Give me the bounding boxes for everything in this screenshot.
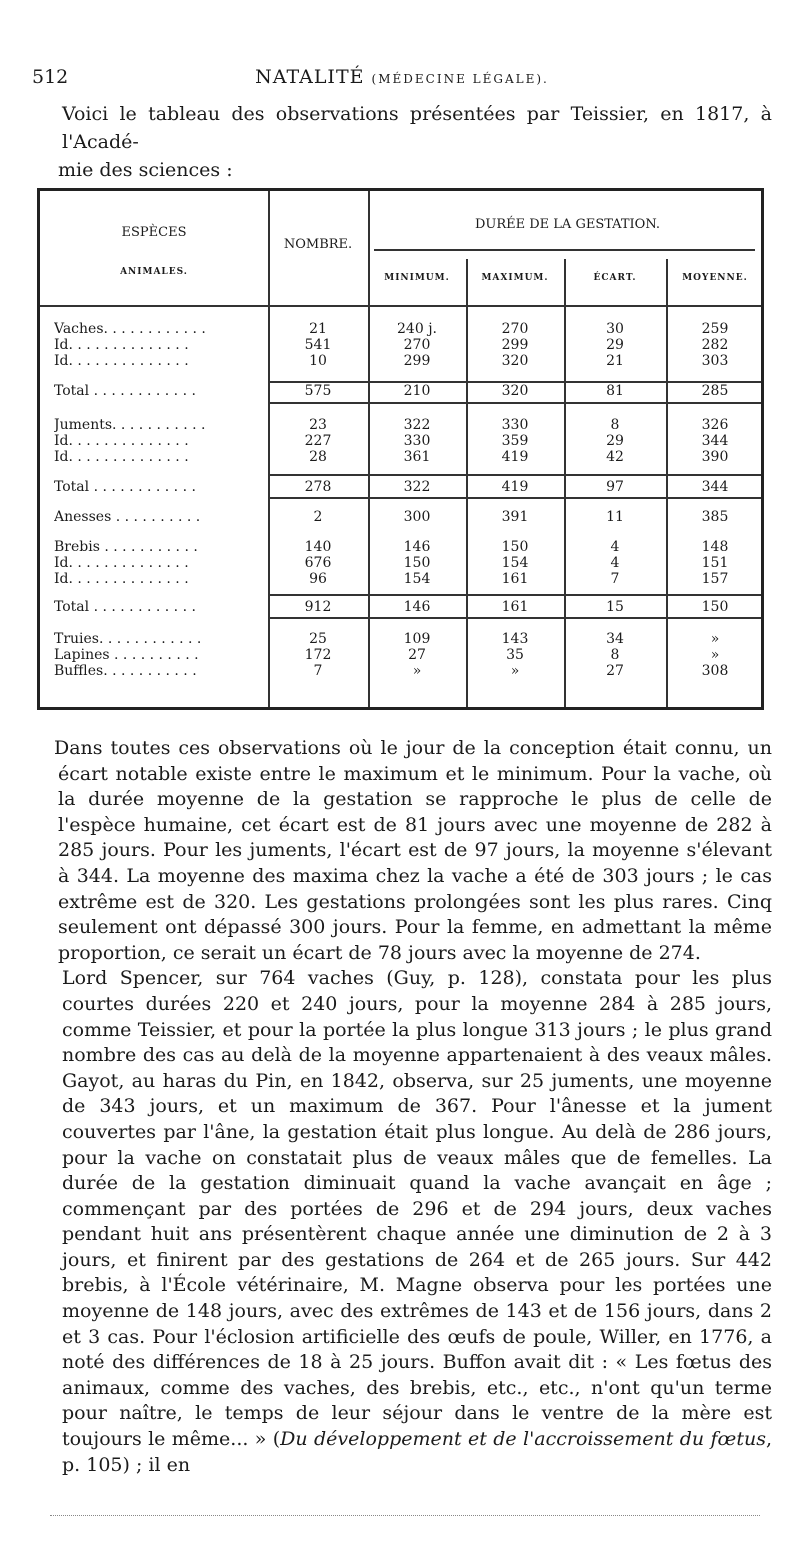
cell-maximum: 154 bbox=[501, 555, 529, 571]
cell-maximum: 35 bbox=[506, 647, 524, 663]
cell-moyenne: 150 bbox=[701, 599, 729, 615]
cell-nombre: 23 bbox=[309, 417, 327, 433]
running-title-sub: (MÉDECINE LÉGALE). bbox=[371, 72, 549, 86]
intro-line-2: mie des sciences : bbox=[58, 159, 233, 181]
cell-minimum: 240 j. bbox=[397, 321, 437, 337]
cell-moyenne: 308 bbox=[701, 663, 729, 679]
cell-ecart: 81 bbox=[606, 383, 624, 399]
gestation-table bbox=[37, 188, 764, 710]
paragraph-2-part-2: , p. 105) ; il en bbox=[62, 1428, 772, 1476]
cell-moyenne: 326 bbox=[701, 417, 729, 433]
row-label: Juments. . . . . . . . . . . bbox=[54, 417, 206, 433]
cell-maximum: 150 bbox=[501, 539, 529, 555]
row-label: Anesses . . . . . . . . . . bbox=[54, 509, 201, 525]
header-animales: ANIMALES. bbox=[120, 267, 188, 277]
cell-nombre: 676 bbox=[304, 555, 332, 571]
cell-moyenne: 344 bbox=[701, 479, 729, 495]
total-separator bbox=[268, 617, 761, 619]
cell-minimum: 330 bbox=[403, 433, 431, 449]
cell-maximum: 299 bbox=[501, 337, 529, 353]
cell-maximum: 161 bbox=[501, 571, 529, 587]
cell-nombre: 10 bbox=[309, 353, 327, 369]
cell-minimum: 210 bbox=[403, 383, 431, 399]
row-label: Vaches. . . . . . . . . . . . bbox=[54, 321, 206, 337]
table-row bbox=[40, 555, 761, 572]
cell-minimum: 361 bbox=[403, 449, 431, 465]
row-label: Id. . . . . . . . . . . . . . bbox=[54, 353, 189, 369]
running-title bbox=[32, 66, 772, 88]
citation-title: Du développement et de l'accroissement du fœtus bbox=[280, 1428, 766, 1451]
cell-ecart: 8 bbox=[610, 647, 620, 663]
cell-minimum: 300 bbox=[403, 509, 431, 525]
row-label: Id. . . . . . . . . . . . . . bbox=[54, 433, 189, 449]
cell-ecart: 30 bbox=[606, 321, 624, 337]
cell-minimum: 322 bbox=[403, 417, 431, 433]
cell-maximum: 320 bbox=[501, 353, 529, 369]
page-header bbox=[32, 66, 772, 96]
cell-moyenne: 385 bbox=[701, 509, 729, 525]
cell-minimum: 109 bbox=[403, 631, 431, 647]
paragraph-2 bbox=[62, 966, 772, 1478]
cell-moyenne: 259 bbox=[701, 321, 729, 337]
header-moyenne: MOYENNE. bbox=[682, 273, 748, 283]
table-row bbox=[40, 449, 761, 466]
running-title-main: NATALITÉ bbox=[255, 66, 365, 88]
cell-minimum: 27 bbox=[408, 647, 426, 663]
cell-minimum: 299 bbox=[403, 353, 431, 369]
header-ecart: ÉCART. bbox=[593, 273, 637, 283]
table-row bbox=[40, 509, 761, 526]
cell-ecart: 8 bbox=[610, 417, 620, 433]
cell-ecart: 27 bbox=[606, 663, 624, 679]
total-separator bbox=[268, 594, 761, 596]
cell-minimum: 146 bbox=[403, 539, 431, 555]
row-label: Id. . . . . . . . . . . . . . bbox=[54, 337, 189, 353]
cell-ecart: 34 bbox=[606, 631, 624, 647]
cell-maximum: 419 bbox=[501, 449, 529, 465]
cell-minimum: 154 bbox=[403, 571, 431, 587]
cell-moyenne: 390 bbox=[701, 449, 729, 465]
cell-nombre: 912 bbox=[304, 599, 332, 615]
cell-nombre: 21 bbox=[309, 321, 327, 337]
cell-moyenne: 148 bbox=[701, 539, 729, 555]
cell-minimum: 270 bbox=[403, 337, 431, 353]
cell-minimum: 146 bbox=[403, 599, 431, 615]
cell-ecart: 15 bbox=[606, 599, 624, 615]
cell-nombre: 96 bbox=[309, 571, 327, 587]
header-maximum: MAXIMUM. bbox=[481, 273, 549, 283]
row-label: Id. . . . . . . . . . . . . . bbox=[54, 555, 189, 571]
cell-maximum: 320 bbox=[501, 383, 529, 399]
table-row bbox=[40, 383, 761, 400]
cell-ecart: 7 bbox=[610, 571, 620, 587]
table-row bbox=[40, 353, 761, 370]
row-label: Lapines . . . . . . . . . . bbox=[54, 647, 199, 663]
row-label: Total . . . . . . . . . . . . bbox=[54, 599, 196, 615]
row-label: Total . . . . . . . . . . . . bbox=[54, 479, 196, 495]
cell-ecart: 97 bbox=[606, 479, 624, 495]
cell-maximum: » bbox=[510, 663, 520, 679]
cell-moyenne: 344 bbox=[701, 433, 729, 449]
table-row bbox=[40, 539, 761, 556]
table-row bbox=[40, 337, 761, 354]
cell-moyenne: 303 bbox=[701, 353, 729, 369]
cell-ecart: 4 bbox=[610, 539, 620, 555]
cell-nombre: 278 bbox=[304, 479, 332, 495]
row-label: Id. . . . . . . . . . . . . . bbox=[54, 571, 189, 587]
cell-moyenne: 282 bbox=[701, 337, 729, 353]
cell-moyenne: 151 bbox=[701, 555, 729, 571]
row-label: Truies. . . . . . . . . . . . bbox=[54, 631, 202, 647]
cell-minimum: 322 bbox=[403, 479, 431, 495]
total-separator bbox=[268, 474, 761, 476]
table-row bbox=[40, 433, 761, 450]
header-nombre: NOMBRE. bbox=[283, 237, 353, 252]
body-text bbox=[54, 736, 772, 1478]
cell-nombre: 227 bbox=[304, 433, 332, 449]
cell-maximum: 143 bbox=[501, 631, 529, 647]
cell-moyenne: 157 bbox=[701, 571, 729, 587]
cell-minimum: » bbox=[412, 663, 422, 679]
table-row bbox=[40, 479, 761, 496]
cell-maximum: 391 bbox=[501, 509, 529, 525]
page-number: 512 bbox=[32, 66, 69, 88]
cell-maximum: 330 bbox=[501, 417, 529, 433]
cell-ecart: 42 bbox=[606, 449, 624, 465]
cell-nombre: 25 bbox=[309, 631, 327, 647]
paragraph-2-part-1: Lord Spencer, sur 764 vaches (Guy, p. 128), constata pour les plus courtes durées 220 et 240 jours, pour la moyenne 284 à 285 jours, comme Teissier, et pour la portée la plus longue 313 jours ; le plus grand nombre des cas au delà de la moyenne appartenaient à des veaux mâles. Gayot, au haras du Pin, en 1842, observa, sur 25 juments, une moyenne de 343 jours, et un maximum de 367. Pour l'ânesse et la jument couvertes par l'âne, la gestation était plus longue. Au delà de 286 jours, pour la vache on constatait plus de veaux mâles que de femelles. La durée de la gestation diminuait quand la vache avançait en âge ; commençant par des portées de 296 et de 294 jours, deux vaches pendant huit ans présentèrent chaque année une diminution de 2 à 3 jours, et finirent par des gestations de 264 et de 265 jours. Sur 442 brebis, à l'École vétérinaire, M. Magne observa pour les portées une moyenne de 148 jours, avec des extrêmes de 143 et de 156 jours, dans 2 et 3 cas. Pour l'éclosion artificielle des œufs de poule, Willer, en 1776, a noté des différences de 18 à 25 jours. Buffon avait dit : « Les fœtus des animaux, comme des vaches, des brebis, etc., etc., n'ont qu'un terme pour naître, le temps de leur séjour dans le ventre de la mère est toujours le même... » ( bbox=[62, 967, 772, 1451]
intro-line-1: Voici le tableau des observations présentées par Teissier, en 1817, à l'Acadé- bbox=[62, 103, 772, 153]
cell-ecart: 29 bbox=[606, 337, 624, 353]
cell-ecart: 4 bbox=[610, 555, 620, 571]
cell-nombre: 28 bbox=[309, 449, 327, 465]
cell-nombre: 575 bbox=[304, 383, 332, 399]
row-label: Buffles. . . . . . . . . . . bbox=[54, 663, 197, 679]
row-label: Id. . . . . . . . . . . . . . bbox=[54, 449, 189, 465]
cell-nombre: 2 bbox=[313, 509, 323, 525]
footer-rule bbox=[50, 1515, 760, 1516]
total-separator bbox=[268, 497, 761, 499]
cell-moyenne: » bbox=[710, 631, 720, 647]
cell-nombre: 541 bbox=[304, 337, 332, 353]
table-row bbox=[40, 647, 761, 664]
cell-moyenne: 285 bbox=[701, 383, 729, 399]
cell-maximum: 161 bbox=[501, 599, 529, 615]
paragraph-1: Dans toutes ces observations où le jour de la conception était connu, un écart notable existe entre le maximum et le minimum. Pour la vache, où la durée moyenne de la gestation se rapproche le plus de celle de l'espèce humaine, cet écart est de 81 jours avec une moyenne de 282 à 285 jours. Pour les juments, l'écart est de 97 jours, la moyenne s'élevant à 344. La moyenne des maxima chez la vache a été de 303 jours ; le cas extrême est de 320. Les gestations prolongées sont les plus rares. Cinq seulement ont dépassé 300 jours. Pour la femme, en admettant la même proportion, ce serait un écart de 78 jours avec la moyenne de 274. bbox=[54, 737, 772, 964]
cell-maximum: 359 bbox=[501, 433, 529, 449]
header-minimum: MINIMUM. bbox=[384, 273, 450, 283]
duree-brace-line bbox=[374, 249, 755, 251]
cell-maximum: 419 bbox=[501, 479, 529, 495]
table-row bbox=[40, 321, 761, 338]
cell-ecart: 11 bbox=[606, 509, 624, 525]
cell-nombre: 7 bbox=[313, 663, 323, 679]
table-row bbox=[40, 599, 761, 616]
cell-minimum: 150 bbox=[403, 555, 431, 571]
header-bottom-line bbox=[40, 305, 761, 307]
cell-nombre: 140 bbox=[304, 539, 332, 555]
cell-maximum: 270 bbox=[501, 321, 529, 337]
header-duree: DURÉE DE LA GESTATION. bbox=[474, 217, 661, 232]
table-row bbox=[40, 417, 761, 434]
table-row bbox=[40, 631, 761, 648]
row-label: Brebis . . . . . . . . . . . bbox=[54, 539, 198, 555]
header-especes: ESPÈCES bbox=[121, 225, 187, 240]
total-separator bbox=[268, 402, 761, 404]
table-row bbox=[40, 663, 761, 680]
table-row bbox=[40, 571, 761, 588]
cell-moyenne: » bbox=[710, 647, 720, 663]
cell-ecart: 29 bbox=[606, 433, 624, 449]
cell-ecart: 21 bbox=[606, 353, 624, 369]
row-label: Total . . . . . . . . . . . . bbox=[54, 383, 196, 399]
cell-nombre: 172 bbox=[304, 647, 332, 663]
intro-text bbox=[58, 100, 772, 184]
